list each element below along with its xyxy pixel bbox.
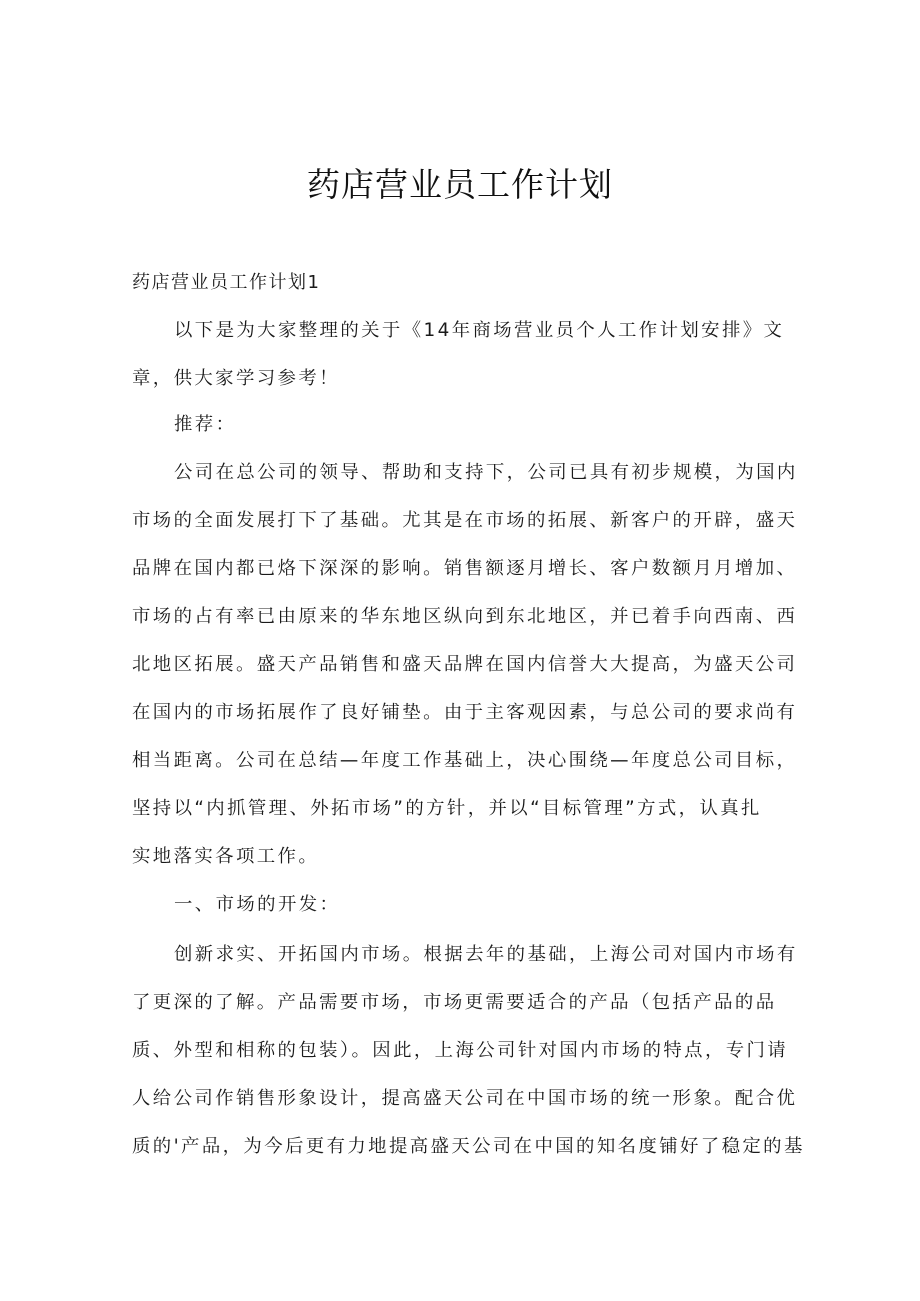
paragraph-line: 创新求实、开拓国内市场。根据去年的基础，上海公司对国内市场有: [174, 944, 798, 965]
paragraph-line: 了更深的了解。产品需要市场，市场更需要适合的产品（包括产品的品: [132, 992, 777, 1013]
section-heading: 药店营业员工作计划1: [132, 272, 321, 293]
paragraph-line: 章，供大家学习参考！: [132, 368, 340, 389]
paragraph-line: 以下是为大家整理的关于《14年商场营业员个人工作计划安排》文: [174, 320, 785, 341]
paragraph-line: 北地区拓展。盛天产品销售和盛天品牌在国内信誉大大提高，为盛天公司: [132, 654, 798, 675]
paragraph-line: 人给公司作销售形象设计，提高盛天公司在中国市场的统一形象。配合优: [132, 1088, 798, 1109]
paragraph-line: 推荐：: [174, 414, 237, 435]
paragraph-line: 实地落实各项工作。: [132, 846, 320, 867]
paragraph-line: 质的'产品，为今后更有力地提高盛天公司在中国的知名度铺好了稳定的基: [132, 1136, 805, 1157]
paragraph-line: 品牌在国内都已烙下深深的影响。销售额逐月增长、客户数额月月增加、: [132, 558, 798, 579]
paragraph-line: 质、外型和相称的包装）。因此，上海公司针对国内市场的特点，专门请: [132, 1040, 789, 1061]
paragraph-line: 公司在总公司的领导、帮助和支持下，公司已具有初步规模，为国内: [174, 462, 798, 483]
section-heading-market: 一、市场的开发：: [174, 894, 341, 915]
paragraph-line: 市场的全面发展打下了基础。尤其是在市场的拓展、新客户的开辟，盛天: [132, 510, 798, 531]
paragraph-line: 坚持以“内抓管理、外拓市场”的方针，并以“目标管理”方式，认真扎: [132, 798, 762, 819]
paragraph-line: 在国内的市场拓展作了良好铺垫。由于主客观因素，与总公司的要求尚有: [132, 702, 798, 723]
paragraph-line: 相当距离。公司在总结—年度工作基础上，决心围绕—年度总公司目标，: [132, 750, 798, 771]
paragraph-line: 市场的占有率已由原来的华东地区纵向到东北地区，并已着手向西南、西: [132, 606, 798, 627]
document-title: 药店营业员工作计划: [307, 165, 613, 204]
